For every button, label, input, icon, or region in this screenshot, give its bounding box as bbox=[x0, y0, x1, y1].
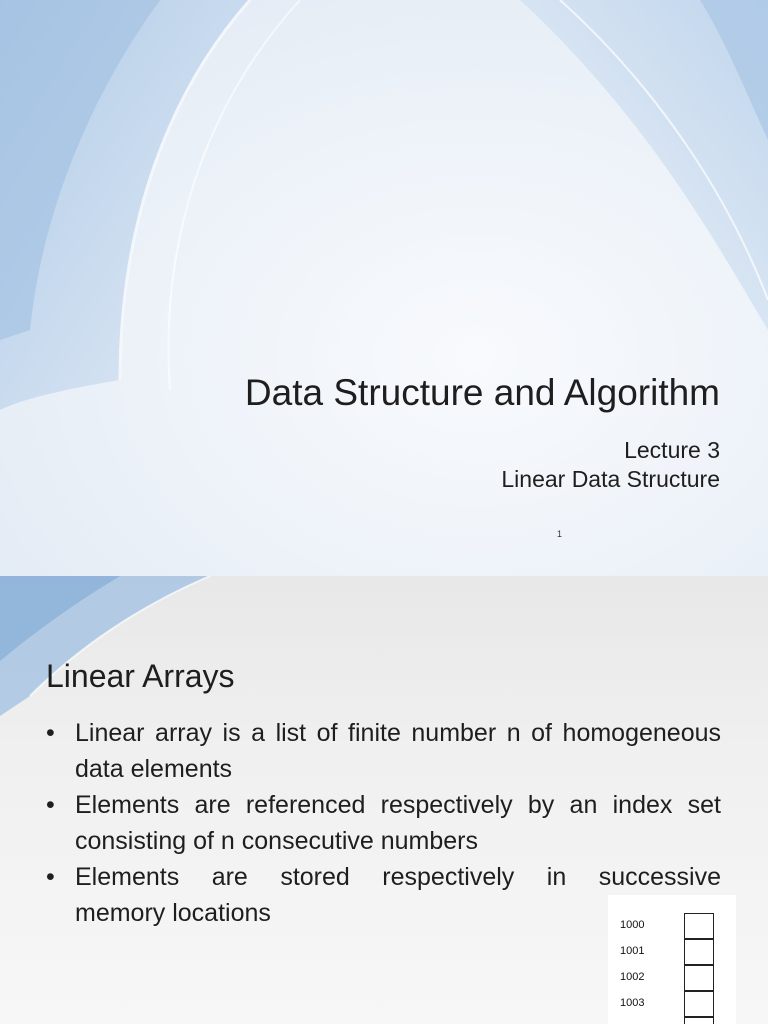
bullet-icon: • bbox=[46, 863, 55, 891]
bullet-word: are bbox=[211, 863, 248, 891]
bullet-word: successive bbox=[598, 863, 721, 891]
memory-cell bbox=[684, 939, 714, 965]
memory-cell bbox=[684, 1017, 714, 1024]
bullet-word: stored bbox=[280, 863, 350, 891]
memory-cell bbox=[684, 913, 714, 939]
slide-subtitle bbox=[501, 436, 720, 494]
slide-title: Data Structure and Algorithm bbox=[244, 372, 720, 413]
memory-cell bbox=[684, 991, 714, 1017]
bullet-text-line-2: memory locations bbox=[75, 899, 271, 927]
memory-row bbox=[608, 965, 736, 991]
memory-row bbox=[608, 913, 736, 939]
bullet-text: Elements are referenced respectively by an index set consisting of n consecutive numbers bbox=[75, 791, 721, 855]
slide-number: 1 bbox=[557, 529, 563, 539]
list-item bbox=[46, 787, 721, 859]
bullet-text-line-1 bbox=[75, 859, 721, 895]
memory-address: 1002 bbox=[620, 971, 645, 983]
bullet-icon: • bbox=[46, 791, 55, 819]
content-slide bbox=[0, 576, 768, 1024]
subtitle-topic: Linear Data Structure bbox=[501, 466, 720, 492]
bullet-icon: • bbox=[46, 719, 55, 747]
bullet-word: in bbox=[546, 863, 567, 891]
memory-locations-figure bbox=[608, 895, 736, 1024]
memory-row bbox=[608, 1017, 736, 1024]
memory-row bbox=[608, 991, 736, 1017]
memory-address: 1001 bbox=[620, 945, 645, 957]
bullet-word: Elements bbox=[75, 863, 180, 891]
slide-title: Linear Arrays bbox=[46, 658, 235, 694]
bullet-text: Linear array is a list of finite number n of homogeneous data elements bbox=[75, 719, 721, 783]
subtitle-lecture: Lecture 3 bbox=[624, 437, 720, 463]
memory-cell bbox=[684, 965, 714, 991]
bullet-word: respectively bbox=[382, 863, 515, 891]
memory-address: 1003 bbox=[620, 997, 645, 1009]
memory-row bbox=[608, 939, 736, 965]
memory-address: 1000 bbox=[620, 919, 645, 931]
list-item bbox=[46, 715, 721, 787]
